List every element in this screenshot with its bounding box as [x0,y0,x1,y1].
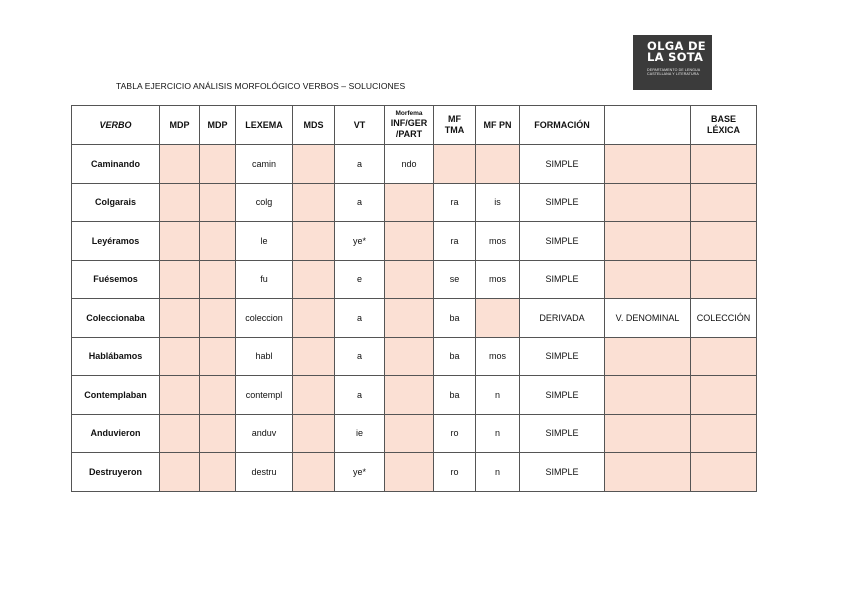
cell-mf-pn [476,145,520,184]
cell-mf-tma: ra [434,222,476,261]
cell-formacion: DERIVADA [520,299,605,338]
cell-verbo: Contemplaban [72,376,160,415]
cell-lexema: contempl [236,376,293,415]
cell-vt: a [335,183,385,222]
cell-mdp-1 [160,376,200,415]
cell-morfema [385,183,434,222]
cell-mds [293,260,335,299]
cell-morfema [385,376,434,415]
cell-tipo [605,260,691,299]
header-morfema-line-1: INF/GER [390,118,428,128]
cell-base-lexica: COLECCIÓN [691,299,757,338]
header-verbo: VERBO [72,106,160,145]
cell-mf-tma: ba [434,337,476,376]
cell-mdp-2 [200,260,236,299]
cell-mf-tma: ro [434,414,476,453]
cell-mdp-2 [200,222,236,261]
cell-lexema: fu [236,260,293,299]
cell-mdp-1 [160,337,200,376]
header-mds: MDS [293,106,335,145]
cell-base-lexica [691,337,757,376]
cell-vt: a [335,145,385,184]
cell-mdp-1 [160,183,200,222]
cell-tipo [605,376,691,415]
cell-tipo: V. DENOMINAL [605,299,691,338]
cell-tipo [605,414,691,453]
cell-mdp-1 [160,260,200,299]
cell-mf-pn: mos [476,222,520,261]
cell-tipo [605,145,691,184]
cell-mf-tma: se [434,260,476,299]
cell-morfema [385,453,434,492]
table-row [72,260,757,299]
analysis-table [71,105,757,492]
cell-lexema: coleccion [236,299,293,338]
header-mf-tma-line-2: TMA [444,125,465,135]
cell-mds [293,222,335,261]
header-base-line-1: BASE [710,114,736,124]
cell-mds [293,453,335,492]
table-row [72,453,757,492]
cell-mf-pn: n [476,453,520,492]
cell-mf-pn: is [476,183,520,222]
cell-verbo: Hablábamos [72,337,160,376]
table-row [72,337,757,376]
cell-formacion: SIMPLE [520,183,605,222]
cell-formacion: SIMPLE [520,145,605,184]
cell-mds [293,337,335,376]
cell-tipo [605,183,691,222]
cell-verbo: Coleccionaba [72,299,160,338]
cell-base-lexica [691,260,757,299]
logo [633,35,712,90]
header-morfema-line-2: /PART [395,129,423,139]
header-mdp-1: MDP [160,106,200,145]
cell-lexema: camin [236,145,293,184]
cell-formacion: SIMPLE [520,337,605,376]
cell-mdp-1 [160,299,200,338]
cell-vt: a [335,376,385,415]
table-row [72,299,757,338]
header-blank [605,106,691,145]
header-mf-tma [434,106,476,145]
cell-mds [293,414,335,453]
header-base-line-2: LÉXICA [706,125,740,135]
cell-lexema: destru [236,453,293,492]
cell-lexema: le [236,222,293,261]
cell-formacion: SIMPLE [520,260,605,299]
cell-tipo [605,337,691,376]
table-header-row [72,106,757,145]
cell-mf-tma: ba [434,376,476,415]
cell-mdp-2 [200,183,236,222]
logo-sub-1: DEPARTAMENTO DE LENGUA [647,68,701,72]
cell-mf-pn: n [476,376,520,415]
cell-verbo: Leyéramos [72,222,160,261]
cell-formacion: SIMPLE [520,453,605,492]
cell-verbo: Anduvieron [72,414,160,453]
cell-vt: ye* [335,453,385,492]
cell-tipo [605,453,691,492]
cell-mdp-2 [200,376,236,415]
cell-mdp-2 [200,299,236,338]
cell-base-lexica [691,376,757,415]
cell-tipo [605,222,691,261]
cell-verbo: Fuésemos [72,260,160,299]
cell-morfema [385,299,434,338]
cell-morfema [385,222,434,261]
header-mdp-2: MDP [200,106,236,145]
table-row [72,222,757,261]
table-row [72,376,757,415]
cell-mds [293,376,335,415]
logo-line-2: LA SOTA [647,50,704,64]
cell-mds [293,145,335,184]
table-row [72,145,757,184]
cell-mdp-2 [200,414,236,453]
cell-mf-tma: ro [434,453,476,492]
cell-verbo: Colgarais [72,183,160,222]
cell-mdp-2 [200,453,236,492]
cell-lexema: colg [236,183,293,222]
header-mf-tma-line-1: MF [448,114,461,124]
table-row [72,414,757,453]
cell-mdp-1 [160,222,200,261]
header-formacion: FORMACIÓN [520,106,605,145]
cell-mdp-1 [160,145,200,184]
cell-formacion: SIMPLE [520,222,605,261]
cell-verbo: Caminando [72,145,160,184]
cell-verbo: Destruyeron [72,453,160,492]
cell-morfema [385,260,434,299]
cell-lexema: anduv [236,414,293,453]
cell-mf-pn: mos [476,337,520,376]
cell-morfema [385,414,434,453]
cell-base-lexica [691,222,757,261]
cell-mdp-1 [160,414,200,453]
cell-mf-pn [476,299,520,338]
table-row [72,183,757,222]
cell-vt: ye* [335,222,385,261]
cell-base-lexica [691,414,757,453]
cell-vt: e [335,260,385,299]
header-vt: VT [335,106,385,145]
header-morfema-small: Morfema [395,110,423,117]
cell-vt: a [335,299,385,338]
cell-mdp-2 [200,145,236,184]
page-title: TABLA EJERCICIO ANÁLISIS MORFOLÓGICO VERBOS – SOLUCIONES [116,81,406,91]
cell-vt: a [335,337,385,376]
logo-line-1: OLGA DE [647,39,706,53]
cell-morfema [385,337,434,376]
cell-mf-tma: ra [434,183,476,222]
header-morfema [385,106,434,145]
cell-base-lexica [691,183,757,222]
header-lexema: LEXEMA [236,106,293,145]
cell-mdp-1 [160,453,200,492]
cell-morfema: ndo [385,145,434,184]
cell-mf-tma [434,145,476,184]
cell-formacion: SIMPLE [520,414,605,453]
cell-formacion: SIMPLE [520,376,605,415]
cell-lexema: habl [236,337,293,376]
cell-base-lexica [691,453,757,492]
logo-sub-2: CASTELLANA Y LITERATURA [647,72,699,77]
cell-mf-pn: mos [476,260,520,299]
cell-mds [293,183,335,222]
cell-vt: ie [335,414,385,453]
cell-mf-tma: ba [434,299,476,338]
header-mf-pn: MF PN [476,106,520,145]
cell-mdp-2 [200,337,236,376]
cell-mf-pn: n [476,414,520,453]
header-base-lexica [691,106,757,145]
cell-mds [293,299,335,338]
cell-base-lexica [691,145,757,184]
